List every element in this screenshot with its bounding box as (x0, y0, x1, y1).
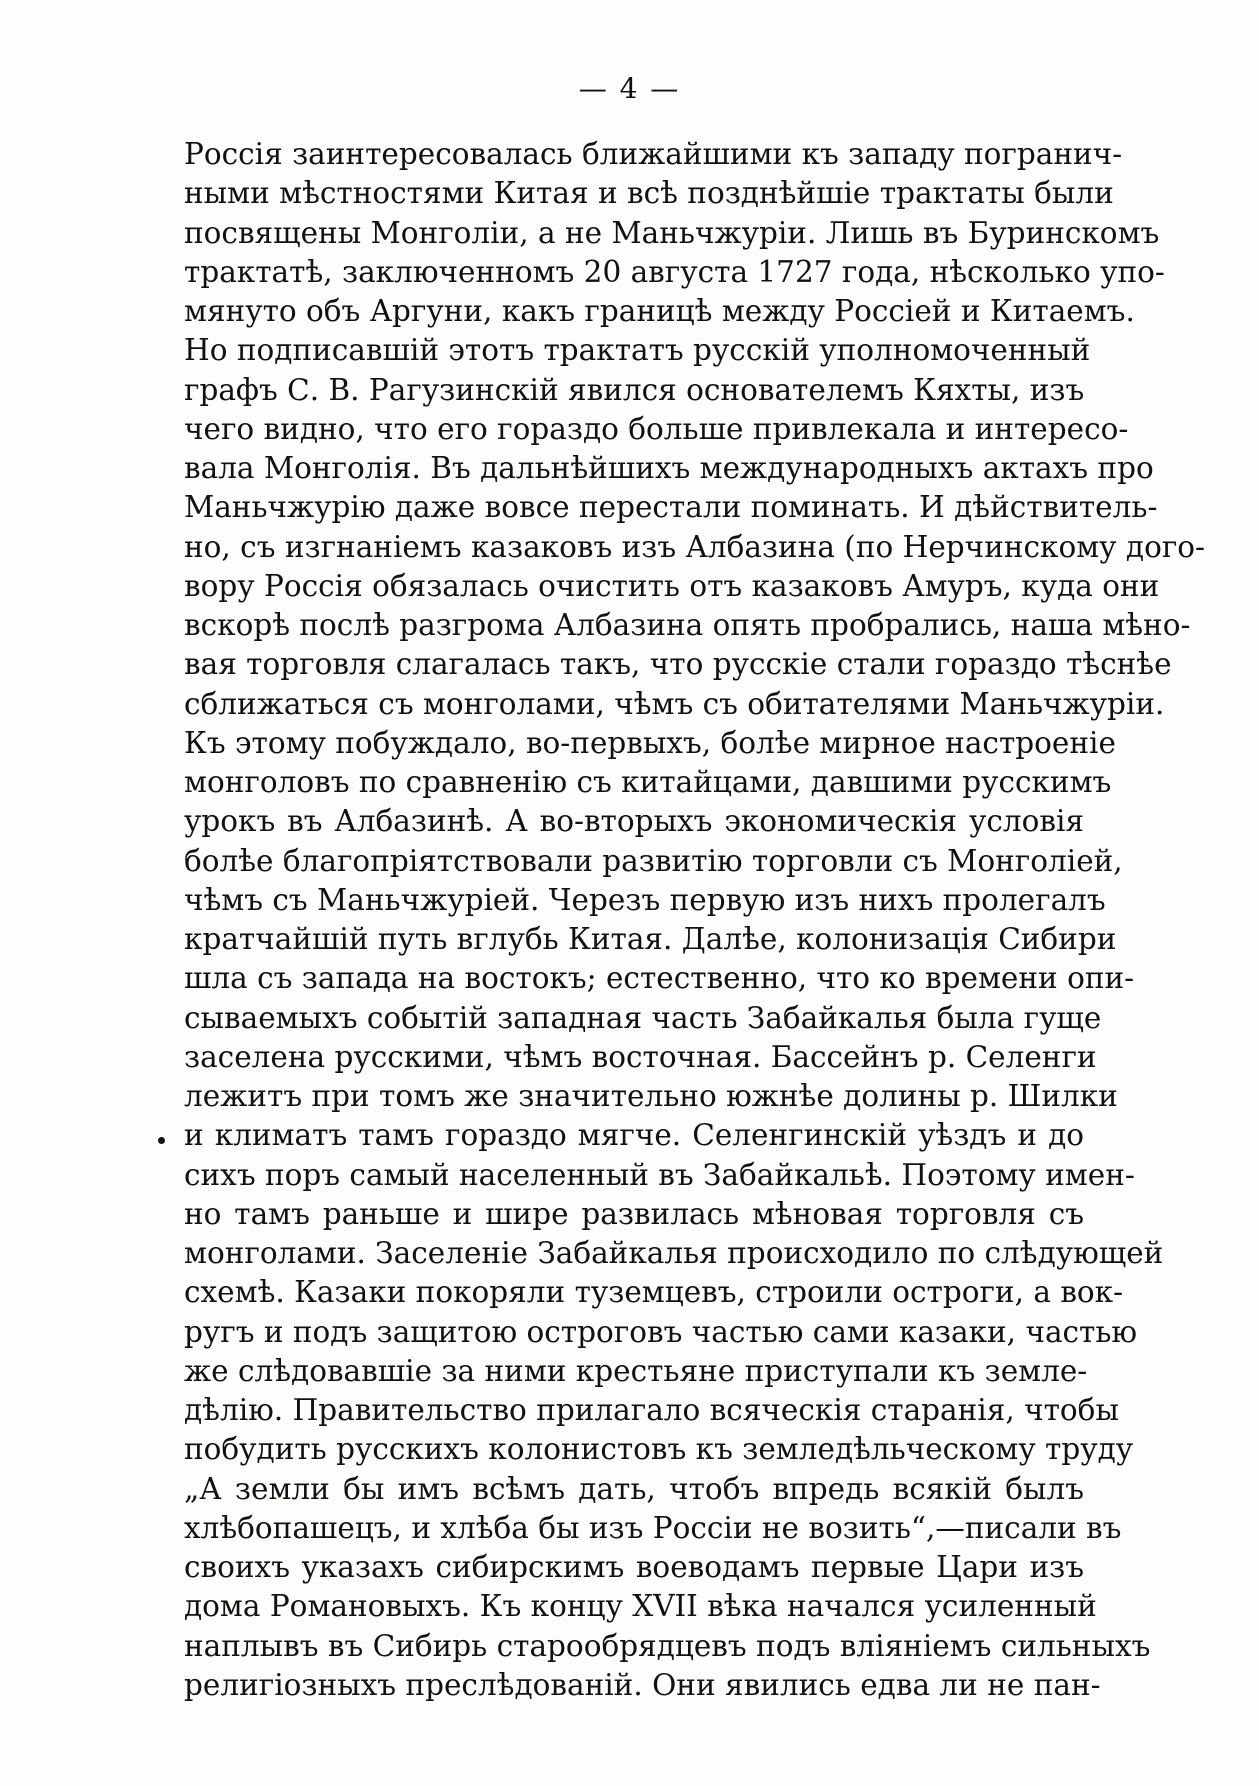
text-line: шла съ запада на востокъ; естественно, что ко времени опи- (184, 961, 1135, 996)
text-line: чѣмъ съ Маньчжуріей. Черезъ первую изъ нихъ пролегалъ (184, 882, 1106, 917)
text-line: Но подписавшій этотъ трактатъ русскій уполномоченный (184, 333, 1091, 368)
body-text (184, 135, 1206, 1705)
text-line: вору Россія обязалась очистить отъ казаковъ Амуръ, куда они (184, 568, 1160, 603)
text-line: лежитъ при томъ же значительно южнѣе долины р. Шилки (184, 1079, 1118, 1113)
text-line: но тамъ раньше и шире развилась мѣновая торговля съ (184, 1196, 1084, 1231)
text-line: вскорѣ послѣ разгрома Албазина опять пробрались, наша мѣно- (184, 608, 1191, 642)
text-line: болѣе благопріятствовали развитію торговли съ Монголіей, (184, 843, 1123, 878)
text-line: мянуто объ Аргуни, какъ границѣ между Россіей и Китаемъ. (184, 294, 1135, 328)
text-line: чего видно, что его гораздо больше привлекала и интересо- (184, 411, 1129, 446)
text-line: же слѣдовавшіе за ними крестьяне приступали къ земле- (184, 1353, 1088, 1388)
text-line: наплывъ въ Сибирь старообрядцевъ подъ вліяніемъ сильныхъ (184, 1628, 1151, 1663)
text-line: монголовъ по сравненію съ китайцами, давшими русскимъ (184, 765, 1112, 799)
text-line: побудить русскихъ колонистовъ къ земледѣльческому труду (184, 1432, 1134, 1467)
text-line: урокъ въ Албазинѣ. А во-вторыхъ экономическія условія (184, 804, 1084, 839)
text-line: кратчайшій путь вглубь Китая. Далѣе, колонизація Сибири (184, 922, 1117, 956)
text-line: ными мѣстностями Китая и всѣ позднѣйшіе трактаты были (184, 176, 1114, 211)
text-line: хлѣбопашецъ, и хлѣба бы изъ Россіи не возить“,—писали въ (184, 1510, 1122, 1545)
text-line: монголами. Заселеніе Забайкалья происходило по слѣдующей (184, 1236, 1164, 1270)
text-line: схемѣ. Казаки покоряли туземцевъ, строили остроги, а вок- (184, 1275, 1124, 1310)
text-line: трактатѣ, заключенномъ 20 августа 1727 года, нѣсколько упо- (184, 254, 1165, 289)
text-line: вала Монголія. Въ дальнѣйшихъ международныхъ актахъ про (184, 451, 1154, 485)
text-line: дѣлію. Правительство прилагало всяческія старанія, чтобы (184, 1393, 1119, 1427)
text-line: сываемыхъ событій западная часть Забайкалья была гуще (184, 1000, 1102, 1035)
text-line: религіозныхъ преслѣдованій. Они явились едва ли не пан- (184, 1667, 1101, 1702)
text-line: сближаться съ монголами, чѣмъ съ обитателями Маньчжуріи. (184, 686, 1165, 721)
text-line: Къ этому побуждало, во-первыхъ, болѣе мирное настроеніе (184, 725, 1116, 760)
text-line: Маньчжурію даже вовсе перестали поминать. И дѣйствитель- (184, 490, 1158, 525)
text-line: „А земли бы имъ всѣмъ дать, чтобъ впредь всякій былъ (184, 1471, 1084, 1506)
text-line: Россія заинтересовалась ближайшими къ западу погранич- (184, 137, 1123, 171)
margin-bullet-mark (158, 1137, 165, 1144)
text-line: и климатъ тамъ гораздо мягче. Селенгинскій уѣздъ и до (184, 1118, 1084, 1153)
text-line: вая торговля слагалась такъ, что русскіе стали гораздо тѣснѣе (184, 647, 1172, 682)
text-line: сихъ поръ самый населенный въ Забайкальѣ. Поэтому имен- (184, 1157, 1135, 1192)
text-line: заселена русскими, чѣмъ восточная. Бассейнъ р. Селенги (184, 1039, 1097, 1074)
text-line: посвящены Монголіи, а не Маньчжуріи. Лишь въ Буринскомъ (184, 215, 1160, 250)
page-number: — 4 — (578, 72, 681, 105)
text-line: но, съ изгнаніемъ казаковъ изъ Албазина (по Нерчинскому дого- (184, 529, 1206, 564)
text-line: ругъ и подъ защитою остроговъ частью сами казаки, частью (184, 1314, 1138, 1349)
text-line: графъ С. В. Рагузинскій явился основателемъ Кяхты, изъ (184, 372, 1085, 407)
text-line: своихъ указахъ сибирскимъ воеводамъ первые Цари изъ (184, 1550, 1084, 1584)
text-line: дома Романовыхъ. Къ концу XVII вѣка начался усиленный (184, 1589, 1097, 1624)
